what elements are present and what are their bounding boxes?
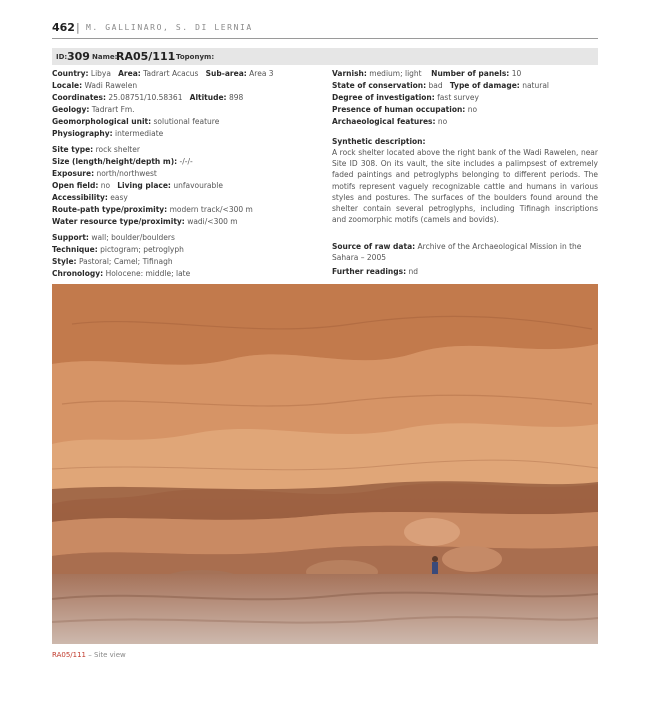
geology-label: Geology:: [52, 105, 90, 114]
water-label: Water resource type/proximity:: [52, 217, 185, 226]
water-value: wadi/<300 m: [187, 217, 238, 226]
physiography-label: Physiography:: [52, 129, 113, 138]
technique-row: [52, 244, 184, 255]
toponym-label: Toponym:: [176, 53, 215, 61]
locale-label: Locale:: [52, 81, 83, 90]
header-authors: M. GALLINARO, S. DI LERNIA: [86, 23, 253, 32]
occupation-label: Presence of human occupation:: [332, 105, 466, 114]
accessibility-row: [52, 192, 128, 203]
conservation-row: [332, 80, 549, 91]
running-header: [52, 20, 598, 39]
investigation-row: [332, 92, 479, 103]
occupation-row: [332, 104, 477, 115]
header-separator: |: [76, 21, 80, 34]
technique-label: Technique:: [52, 245, 98, 254]
living-place-label: Living place:: [117, 181, 171, 190]
geology-value: Tadrart Fm.: [91, 105, 135, 114]
altitude-label: Altitude:: [189, 93, 227, 102]
route-row: [52, 204, 253, 215]
varnish-value: medium; light: [369, 69, 422, 78]
open-field-label: Open field:: [52, 181, 99, 190]
site-photo: [52, 284, 598, 644]
id-value: 309: [67, 50, 90, 63]
chronology-label: Chronology:: [52, 269, 104, 278]
caption-code: RA05/111: [52, 651, 86, 659]
country-row: [52, 68, 274, 79]
panels-value: 10: [511, 69, 522, 78]
further-readings-label: Further readings:: [332, 267, 407, 276]
style-label: Style:: [52, 257, 77, 266]
source-label: Source of raw data:: [332, 242, 416, 251]
photo-caption: [52, 651, 126, 659]
support-value: wall; boulder/boulders: [91, 233, 175, 242]
technique-value: pictogram; petroglyph: [100, 245, 184, 254]
panels-label: Number of panels:: [431, 69, 510, 78]
water-row: [52, 216, 238, 227]
arch-features-label: Archaeological features:: [332, 117, 436, 126]
open-field-row: [52, 180, 223, 191]
chronology-row: [52, 268, 190, 279]
locale-row: [52, 80, 137, 91]
locale-value: Wadi Rawelen: [84, 81, 138, 90]
source-row: [332, 241, 598, 263]
further-readings-row: [332, 266, 418, 277]
physiography-row: [52, 128, 163, 139]
site-type-label: Site type:: [52, 145, 94, 154]
name-value: RA05/111: [116, 50, 176, 63]
caption-text: – Site view: [86, 651, 126, 659]
open-field-value: no: [100, 181, 111, 190]
site-type-row: [52, 144, 140, 155]
synthetic-label: Synthetic description:: [332, 137, 426, 146]
synthetic-heading: [332, 136, 426, 147]
subarea-value: Area 3: [249, 69, 274, 78]
style-value: Pastoral; Camel; Tifinagh: [78, 257, 173, 266]
varnish-row: [332, 68, 521, 79]
size-label: Size (length/height/depth m):: [52, 157, 178, 166]
country-label: Country:: [52, 69, 89, 78]
area-value: Tadrart Acacus: [143, 69, 199, 78]
name-label: Name:: [92, 53, 118, 61]
occupation-value: no: [467, 105, 478, 114]
exposure-label: Exposure:: [52, 169, 95, 178]
arch-features-value: no: [437, 117, 448, 126]
source-value: Archive of the Archaeological Mission in the Sahara – 2005: [332, 242, 582, 263]
geomorph-row: [52, 116, 219, 127]
size-value: -/-/-: [179, 157, 193, 166]
chronology-value: Holocene: middle; late: [105, 269, 191, 278]
further-readings-value: nd: [408, 267, 418, 276]
investigation-value: fast survey: [437, 93, 479, 102]
damage-label: Type of damage:: [449, 81, 520, 90]
altitude-value: 898: [228, 93, 244, 102]
exposure-row: [52, 168, 157, 179]
coordinates-row: [52, 92, 243, 103]
support-row: [52, 232, 175, 243]
varnish-label: Varnish:: [332, 69, 367, 78]
route-label: Route-path type/proximity:: [52, 205, 168, 214]
id-label: ID:: [56, 53, 68, 61]
geomorph-value: solutional feature: [153, 117, 220, 126]
arch-features-row: [332, 116, 447, 127]
subarea-label: Sub-area:: [205, 69, 247, 78]
coordinates-label: Coordinates:: [52, 93, 106, 102]
investigation-label: Degree of investigation:: [332, 93, 435, 102]
route-value: modern track/<300 m: [169, 205, 253, 214]
geomorph-label: Geomorphological unit:: [52, 117, 152, 126]
damage-value: natural: [522, 81, 549, 90]
physiography-value: intermediate: [115, 129, 164, 138]
style-row: [52, 256, 173, 267]
rock-shelter-image: [52, 284, 598, 644]
coordinates-value: 25.08751/10.58361: [108, 93, 183, 102]
support-label: Support:: [52, 233, 89, 242]
conservation-value: bad: [428, 81, 443, 90]
country-value: Libya: [90, 69, 111, 78]
size-row: [52, 156, 193, 167]
conservation-label: State of conservation:: [332, 81, 427, 90]
site-type-value: rock shelter: [95, 145, 140, 154]
page-number: 462: [52, 21, 75, 34]
geology-row: [52, 104, 135, 115]
accessibility-label: Accessibility:: [52, 193, 108, 202]
accessibility-value: easy: [110, 193, 128, 202]
area-label: Area:: [118, 69, 141, 78]
synthetic-description: A rock shelter located above the right bank of the Wadi Rawelen, near Site ID 308. On its vault, the site includes a palimpsest of extremely faded paintings and petroglyphs belonging to different periods. The motifs represent vaguely recognizable cattle and humans in various styles and postures. The surfaces of the boulders found around the shelter contain several petroglyphs, including Tifinagh inscriptions and zoomorphic motifs (camels and bovids).: [332, 148, 598, 225]
id-bar: [52, 48, 598, 65]
living-place-value: unfavourable: [173, 181, 223, 190]
exposure-value: north/northwest: [96, 169, 157, 178]
